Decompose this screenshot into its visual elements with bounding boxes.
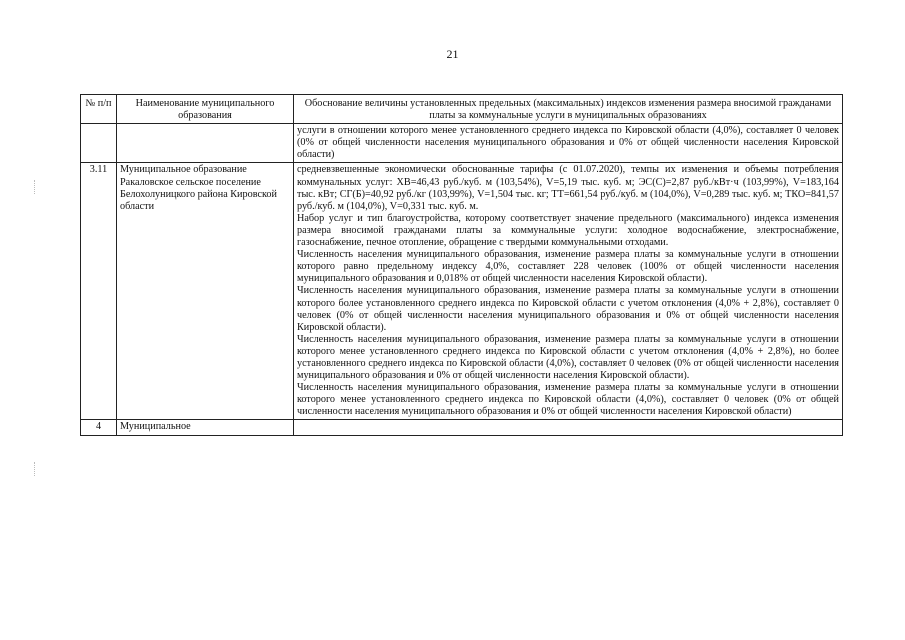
cell-basis-text bbox=[294, 420, 843, 435]
table-row-continuation bbox=[81, 124, 843, 163]
basis-paragraph-services: Набор услуг и тип благоустройства, которому соответствует значение предельного (максимального) индекса изменения размера вносимой гражданами платы за коммунальные услуги: холодное водоснабжение, электроснабжение, газоснабжение, печное отопление, обращение с твердыми коммунальными отходами. bbox=[297, 212, 839, 249]
cell-name: Муниципальное bbox=[117, 420, 294, 435]
cell-num: 3.11 bbox=[81, 163, 117, 420]
basis-paragraph-population-between: Численность населения муниципального образования, изменение размера платы за коммунальные услуги в отношении которого менее установленного среднего индекса по Кировской области с учетом отклонения (4,0% + 2,8%), но более установленного среднего индекса по Кировской области (4,0%), составляет 0 человек (0% от общей численности населения муниципального образования и 0% от общей численности населения Кировской области). bbox=[297, 333, 839, 382]
cell-name bbox=[117, 124, 294, 163]
scan-artifact-mark bbox=[34, 462, 37, 476]
cell-num bbox=[81, 124, 117, 163]
table-header-row bbox=[81, 95, 843, 124]
header-municipality-name: Наименование муниципального образования bbox=[117, 95, 294, 124]
header-basis: Обоснование величины установленных предельных (максимальных) индексов изменения размера вносимой гражданами платы за коммунальные услуги в муниципальных образованиях bbox=[294, 95, 843, 124]
table-row-3-11 bbox=[81, 163, 843, 420]
basis-paragraph-population-below: Численность населения муниципального образования, изменение размера платы за коммунальные услуги в отношении которого менее установленного среднего индекса по Кировской области (4,0%), составляет 0 человек (0% от общей численности населения муниципального образования и 0% от общей численности населения Кировской области) bbox=[297, 382, 839, 418]
basis-paragraph-population-equal: Численность населения муниципального образования, изменение размера платы за коммунальные услуги в отношении которого равно предельному индексу 4,0%, составляет 228 человек (100% от общей численности населения муниципального образования и 0,018% от общей численности населения Кировской области). bbox=[297, 249, 839, 285]
cell-basis-text: услуги в отношении которого менее установленного среднего индекса по Кировской области (4,0%), составляет 0 человек (0% от общей численности населения муниципального образования и 0% от общей численности населения Кировской области) bbox=[294, 124, 843, 163]
scan-artifact-mark bbox=[34, 180, 37, 194]
cell-num: 4 bbox=[81, 420, 117, 435]
header-num: № п/п bbox=[81, 95, 117, 124]
basis-paragraph-population-above: Численность населения муниципального образования, изменение размера платы за коммунальные услуги в отношении которого более установленного среднего индекса по Кировской области с учетом отклонения (4,0% + 2,8%), составляет 0 человек (0% от общей численности населения муниципального образования и 0% от общей численности населения Кировской области). bbox=[297, 285, 839, 333]
basis-paragraph-tariffs: средневзвешенные экономически обоснованные тарифы (с 01.07.2020), темпы их изменения и объемы потребления коммунальных услуг: ХВ=46,43 руб./куб. м (103,54%), V=5,19 тыс. куб. м; ЭС(С)=2,87 руб./кВт·ч (103,99%), V=183,164 тыс. кВт; СГ(Б)=40,92 руб./кг (103,99%), V=1,504 тыс. кг; ТТ=661,54 руб./куб. м (104,0%), V=0,289 тыс. куб. м; ТКО=841,57 руб./куб. м (104,0%), V=0,331 тыс. куб. м. bbox=[297, 164, 839, 212]
indices-table bbox=[80, 94, 843, 436]
table-row-4 bbox=[81, 420, 843, 435]
cell-basis bbox=[294, 163, 843, 420]
page-number: 21 bbox=[446, 47, 459, 61]
cell-name: Муниципальное образование Ракаловское сельское поселение Белохолуницкого района Кировской области bbox=[117, 163, 294, 420]
